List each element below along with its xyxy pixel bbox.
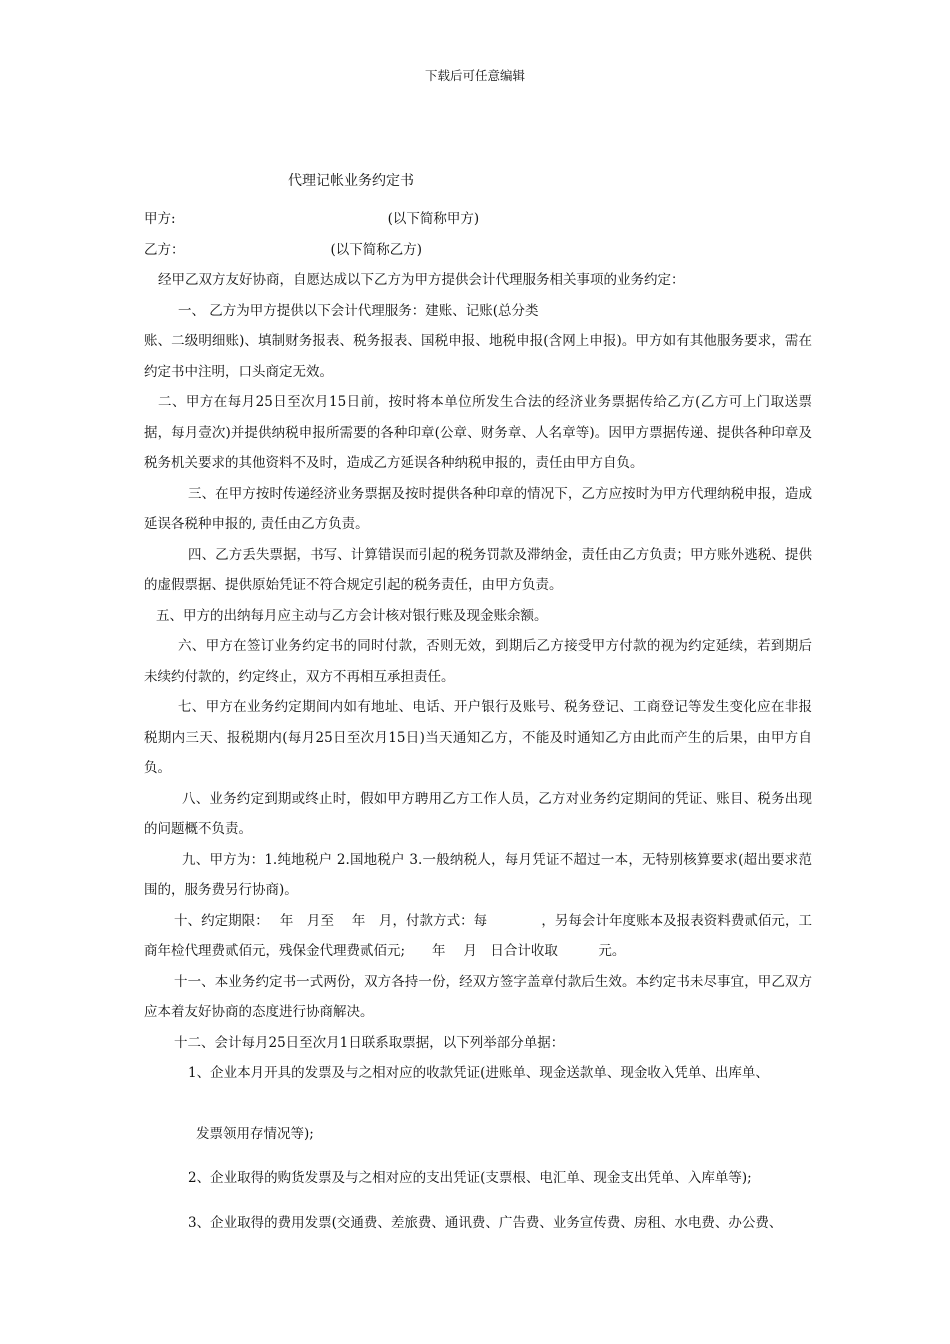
- clause-10: 十、约定期限： 年 月至 年 月，付款方式：每 ，另每会计年度账本及报表资料费贰佰元，工商年检代理费贰佰元，残保金代理费贰佰元; 年 月 日合计收取 元。: [144, 912, 812, 959]
- clause-4: 四、乙方丢失票据，书写、计算错误而引起的税务罚款及滞纳金，责任由乙方负责；甲方账外逃税、提供的虚假票据、提供原始凭证不符合规定引起的税务责任，由甲方负责。: [144, 546, 812, 593]
- clause-5: 五、甲方的出纳每月应主动与乙方会计核对银行账及现金账余额。: [156, 607, 548, 624]
- party-a-line: [144, 204, 812, 235]
- list-item-3: 3、企业取得的费用发票(交通费、差旅费、通讯费、广告费、业务宣传费、房租、水电费、办公费、: [188, 1214, 783, 1231]
- document-body: [144, 204, 812, 1238]
- party-b-label: 乙方：: [144, 241, 185, 258]
- clause-1-head: 一、 乙方为甲方提供以下会计代理服务：建账、记账(总分类: [178, 302, 539, 319]
- party-a-suffix: (以下简称甲方): [387, 211, 480, 227]
- clause-7: 七、甲方在业务约定期间内如有地址、电话、开户银行及账号、税务登记、工商登记等发生变化应在非报税期内三天、报税期内(每月25日至次月15日)当天通知乙方，不能及时通知乙方由此而产生的后果，由甲方自负。: [144, 699, 812, 776]
- clause-9: 九、甲方为：1.纯地税户 2.国地税户 3.一般纳税人，每月凭证不超过一本，无特别核算要求(超出要求范围的，服务费另行协商)。: [144, 851, 812, 898]
- clause-2: 二、甲方在每月25日至次月15日前，按时将本单位所发生合法的经济业务票据传给乙方(乙方可上门取送票据，每月壹次)并提供纳税申报所需要的各种印章(公章、财务章、人名章等)。因甲方票据传递、提供各种印章及税务机关要求的其他资料不及时，造成乙方延误各种纳税申报的，责任由甲方自负。: [144, 394, 812, 471]
- intro-paragraph: 经甲乙双方友好协商，自愿达成以下乙方为甲方提供会计代理服务相关事项的业务约定：: [158, 272, 685, 288]
- list-item-1-cont: 发票领用存情况等);: [196, 1125, 314, 1142]
- header-note: 下载后可任意编辑: [424, 68, 525, 83]
- party-b-suffix: (以下简称乙方): [330, 241, 423, 258]
- clause-12: 十二、会计每月25日至次月1日联系取票据，以下列举部分单据：: [174, 1034, 565, 1051]
- clause-11: 十一、本业务约定书一式两份，双方各持一份，经双方签字盖章付款后生效。本约定书未尽事宜，甲乙双方应本着友好协商的态度进行协商解决。: [144, 973, 812, 1020]
- clause-1-body: 账、二级明细账)、填制财务报表、税务报表、国税申报、地税申报(含网上申报)。甲方如有其他服务要求，需在约定书中注明，口头商定无效。: [144, 333, 812, 380]
- party-a-label: 甲方:: [144, 211, 176, 227]
- clause-8: 八、业务约定到期或终止时，假如甲方聘用乙方工作人员，乙方对业务约定期间的凭证、账目、税务出现的问题概不负责。: [144, 790, 812, 837]
- party-b-line: [144, 235, 812, 266]
- list-item-1: 1、企业本月开具的发票及与之相对应的收款凭证(进账单、现金送款单、现金收入凭单、出库单、: [188, 1065, 769, 1081]
- clause-6: 六、甲方在签订业务约定书的同时付款，否则无效，到期后乙方接受甲方付款的视为约定延续，若到期后未续约付款的，约定终止，双方不再相互承担责任。: [144, 638, 812, 685]
- document-title: 代理记帐业务约定书: [288, 173, 414, 189]
- list-item-2: 2、企业取得的购货发票及与之相对应的支出凭证(支票根、电汇单、现金支出凭单、入库单等);: [188, 1170, 752, 1186]
- clause-3: 三、在甲方按时传递经济业务票据及按时提供各种印章的情况下，乙方应按时为甲方代理纳税申报，造成延误各税种申报的, 责任由乙方负责。: [144, 485, 812, 532]
